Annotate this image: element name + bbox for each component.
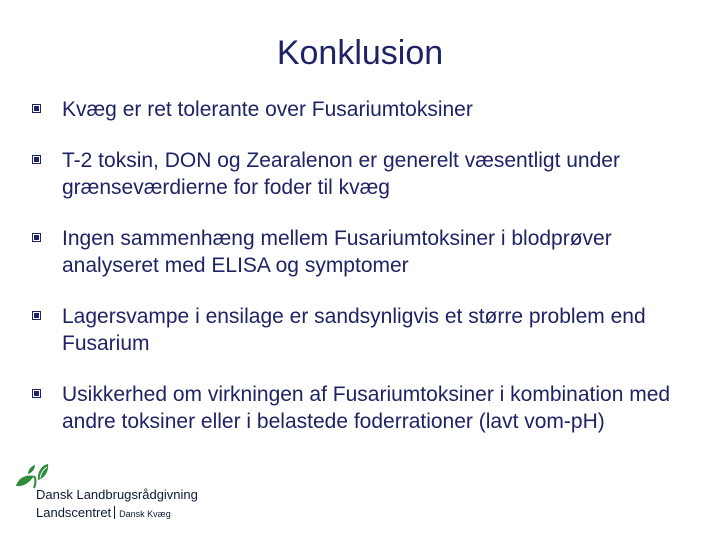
bullet-text: Ingen sammenhæng mellem Fusariumtoksiner i blodprøver analyseret med ELISA og symptomer: [62, 227, 612, 277]
bullet-text: Lagersvampe i ensilage er sandsynligvis et større problem end Fusarium: [62, 305, 646, 355]
logo-divider: [114, 506, 115, 519]
square-bullet-icon: [32, 155, 41, 164]
bullet-text: T-2 toksin, DON og Zearalenon er generelt væsentligt under grænseværdierne for foder til kvæg: [62, 149, 620, 199]
bullet-text: Kvæg er ret tolerante over Fusariumtoksiner: [62, 98, 473, 121]
square-bullet-icon: [32, 104, 41, 113]
bullet-item: [32, 303, 692, 357]
logo-division: Dansk Kvæg: [119, 509, 171, 519]
square-bullet-icon: [32, 389, 41, 398]
organization-logo: [14, 462, 254, 522]
logo-org-name: Dansk Landbrugsrådgivning: [36, 487, 198, 502]
bullet-item: [32, 147, 692, 201]
slide-title: Konklusion: [276, 34, 444, 72]
bullet-item: [32, 381, 692, 435]
logo-subline: [36, 505, 171, 520]
bullet-item: [32, 225, 692, 279]
bullet-text: Usikkerhed om virkningen af Fusariumtoksiner i kombination med andre toksiner eller i belastede foderrationer (lavt vom-pH): [62, 383, 671, 433]
bullet-item: [32, 96, 692, 123]
logo-centre: Landscentret: [36, 505, 112, 520]
bullet-list: [32, 96, 692, 435]
square-bullet-icon: [32, 233, 41, 242]
square-bullet-icon: [32, 311, 41, 320]
